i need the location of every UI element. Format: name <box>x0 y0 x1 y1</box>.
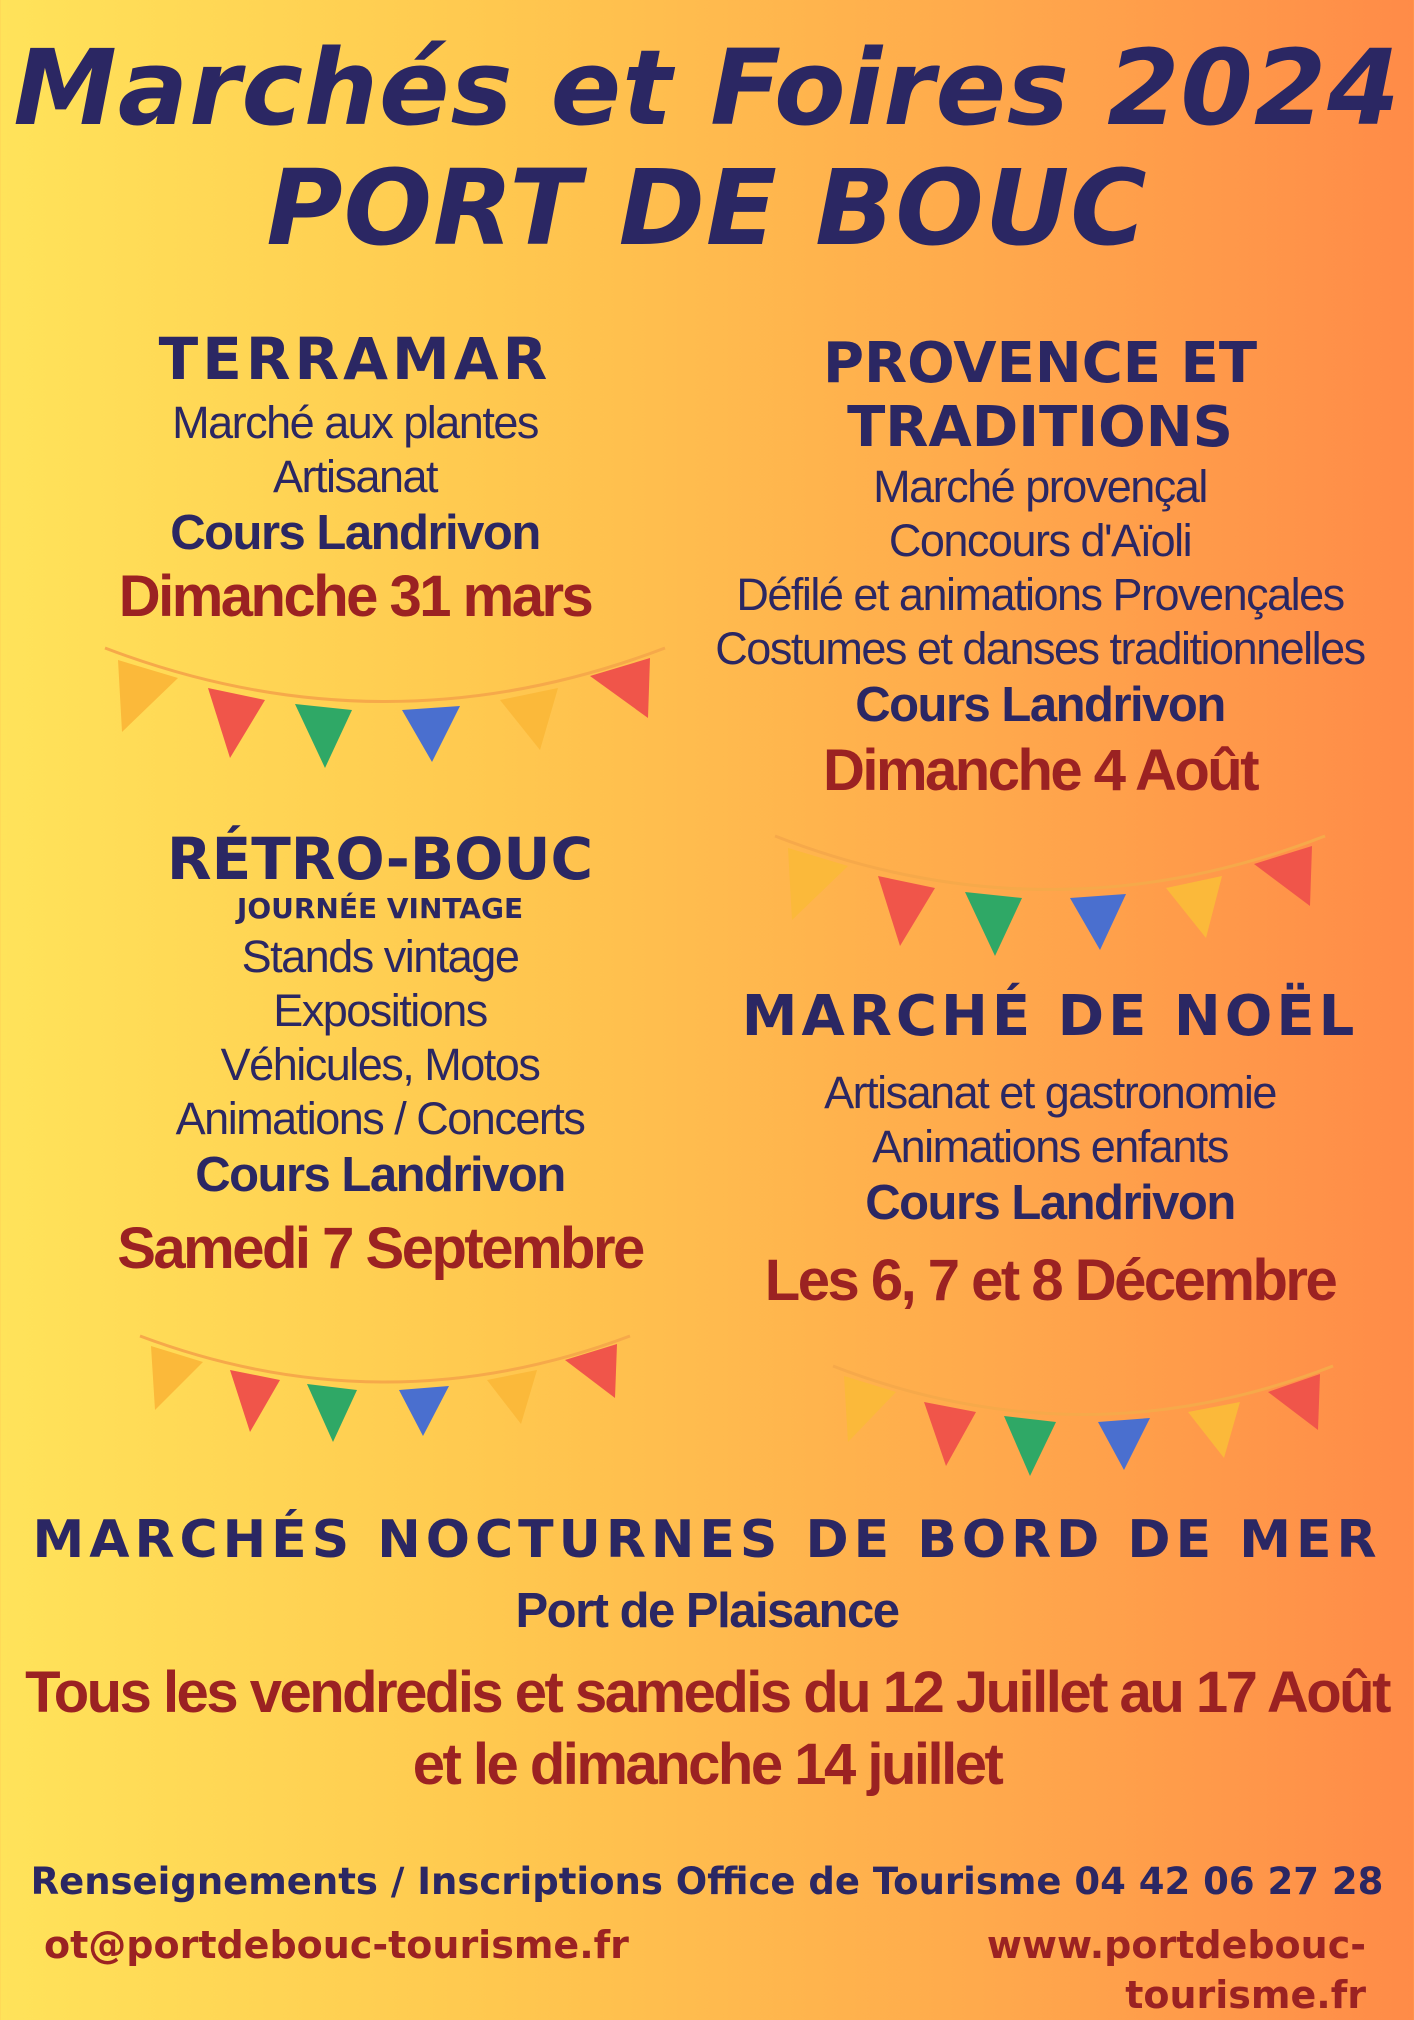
event-item: Véhicules, Motos <box>220 1039 540 1090</box>
event-place: Cours Landrivon <box>195 1148 565 1202</box>
event-date: Les 6, 7 et 8 Décembre <box>764 1248 1336 1313</box>
event-item: Marché aux plantes <box>172 397 538 448</box>
bunting-garland-icon <box>135 1328 635 1458</box>
event-place: Cours Landrivon <box>855 678 1225 732</box>
event-item: Marché provençal <box>873 461 1207 512</box>
event-item: Stands vintage <box>241 931 519 982</box>
event-date: Samedi 7 Septembre <box>117 1216 643 1281</box>
event-date: Dimanche 31 mars <box>118 564 592 629</box>
event-title: TERRAMAR <box>158 325 552 393</box>
event-date: Dimanche 4 Août <box>822 738 1258 803</box>
event-item: Concours d'Aïoli <box>888 515 1192 566</box>
event-title: RÉTRO-BOUC <box>166 825 594 893</box>
event-provence <box>680 332 1400 806</box>
event-nocturnes-date-line1: Tous les vendredis et samedis du 12 Juillet au 17 Août <box>25 1660 1389 1725</box>
event-item: Animations / Concerts <box>175 1093 585 1144</box>
bunting-garland-icon <box>770 828 1330 978</box>
event-marche-de-noel <box>700 982 1400 1316</box>
event-place: Cours Landrivon <box>170 506 540 560</box>
event-nocturnes-date-line2: et le dimanche 14 juillet <box>412 1732 1002 1797</box>
event-title-line1: PROVENCE ET <box>822 331 1258 396</box>
bunting-garland-icon <box>828 1358 1338 1493</box>
event-place: Cours Landrivon <box>865 1176 1235 1230</box>
event-nocturnes-title: MARCHÉS NOCTURNES DE BORD DE MER <box>32 1510 1382 1570</box>
event-terramar <box>80 322 630 632</box>
bunting-garland-icon <box>100 640 670 790</box>
event-title: MARCHÉ DE NOËL <box>741 984 1359 1049</box>
event-item: Costumes et danses traditionnelles <box>715 623 1365 674</box>
event-item: Expositions <box>273 985 487 1036</box>
poster-title-line2: PORT DE BOUC <box>266 147 1148 269</box>
event-retro-bouc <box>100 826 660 1284</box>
footer-info: Renseignements / Inscriptions Office de Tourisme 04 42 06 27 28 <box>30 1860 1384 1903</box>
event-item: Artisanat et gastronomie <box>824 1067 1276 1118</box>
event-subtitle: JOURNÉE VINTAGE <box>236 892 524 925</box>
event-item: Artisanat <box>272 451 438 502</box>
event-title-line2: TRADITIONS <box>847 395 1233 460</box>
event-item: Défilé et animations Provençales <box>736 569 1344 620</box>
footer-website[interactable]: www.portdebouc-tourisme.fr <box>986 1923 1366 2017</box>
poster-title-line1: Marchés et Foires 2024 <box>13 27 1401 149</box>
event-item: Animations enfants <box>872 1121 1228 1172</box>
footer-email[interactable]: ot@portdebouc-tourisme.fr <box>44 1923 629 1967</box>
event-nocturnes-place: Port de Plaisance <box>515 1584 899 1638</box>
